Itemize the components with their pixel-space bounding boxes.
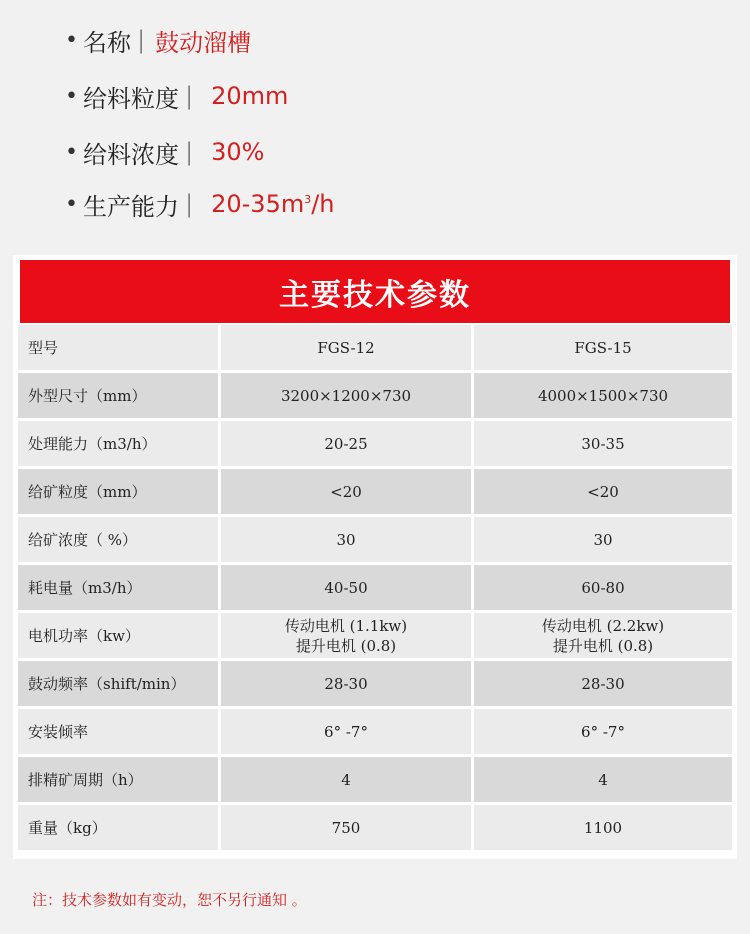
cell-fgs12: 750 <box>221 805 471 850</box>
row-label: 型号 <box>18 325 218 370</box>
spec-label: 生产能力 <box>83 192 179 221</box>
separator: | <box>137 26 146 54</box>
spec-item-feed-density <box>65 132 264 172</box>
tech-params-table <box>13 255 737 859</box>
motor-lift: 提升电机 (0.8) <box>552 636 654 655</box>
spec-label: 名称 <box>83 28 131 57</box>
cell-fgs15: FGS-15 <box>474 325 732 370</box>
motor-lift: 提升电机 (0.8) <box>295 636 397 655</box>
table-row <box>18 805 732 850</box>
motor-drive: 传动电机 (1.1kw) <box>284 616 408 635</box>
motor-drive: 传动电机 (2.2kw) <box>541 616 665 635</box>
cell-fgs12: 4 <box>221 757 471 802</box>
cell-fgs12: FGS-12 <box>221 325 471 370</box>
table-row <box>18 325 732 370</box>
row-label: 处理能力（m3/h） <box>18 421 218 466</box>
row-label: 电机功率（kw） <box>18 613 218 658</box>
table-row <box>18 469 732 514</box>
row-label: 外型尺寸（mm） <box>18 373 218 418</box>
spec-label: 给料粒度 <box>83 84 179 113</box>
spec-value: 鼓动溜槽 <box>155 28 252 57</box>
cell-fgs15: 1100 <box>474 805 732 850</box>
cell-fgs12: 20-25 <box>221 421 471 466</box>
cell-fgs12: 6° -7° <box>221 709 471 754</box>
cell-fgs15: 4 <box>474 757 732 802</box>
row-label: 鼓动频率（shift/min） <box>18 661 218 706</box>
cell-fgs15: 30-35 <box>474 421 732 466</box>
table-row <box>18 517 732 562</box>
row-label: 排精矿周期（h） <box>18 757 218 802</box>
cell-fgs15: 28-30 <box>474 661 732 706</box>
footnote: 注：技术参数如有变动，恕不另行通知 。 <box>32 891 307 909</box>
separator: | <box>185 82 194 110</box>
table-row <box>18 709 732 754</box>
cell-fgs15: <20 <box>474 469 732 514</box>
table-row <box>18 565 732 610</box>
spec-value: 30% <box>211 138 265 166</box>
table-title: 主要技术参数 <box>20 260 730 323</box>
cell-fgs12: 28-30 <box>221 661 471 706</box>
cell-fgs12: <20 <box>221 469 471 514</box>
separator: | <box>185 190 194 218</box>
cell-fgs15: 4000×1500×730 <box>474 373 732 418</box>
bullet-icon: • <box>65 191 78 217</box>
table-row <box>18 373 732 418</box>
spec-item-feed-size <box>65 76 288 116</box>
cell-fgs15: 30 <box>474 517 732 562</box>
cell-fgs15: 60-80 <box>474 565 732 610</box>
table-row <box>18 613 732 658</box>
cell-fgs12: 3200×1200×730 <box>221 373 471 418</box>
row-label: 给矿浓度（ %） <box>18 517 218 562</box>
cell-fgs12 <box>221 613 471 658</box>
spec-item-name <box>65 20 251 60</box>
row-label: 安装倾率 <box>18 709 218 754</box>
bullet-icon: • <box>65 83 78 109</box>
bullet-icon: • <box>65 139 78 165</box>
cell-fgs15: 6° -7° <box>474 709 732 754</box>
spec-value: 20mm <box>211 82 289 110</box>
cell-fgs15 <box>474 613 732 658</box>
spec-value: $20-35m^3/h$ <box>211 190 335 218</box>
spec-item-capacity <box>65 184 335 224</box>
table-body <box>18 325 732 853</box>
row-label: 耗电量（m3/h） <box>18 565 218 610</box>
row-label: 给矿粒度（mm） <box>18 469 218 514</box>
table-row <box>18 661 732 706</box>
cell-fgs12: 30 <box>221 517 471 562</box>
table-row <box>18 757 732 802</box>
bullet-icon: • <box>65 27 78 53</box>
spec-label: 给料浓度 <box>83 140 179 169</box>
table-row <box>18 421 732 466</box>
cell-fgs12: 40-50 <box>221 565 471 610</box>
row-label: 重量（kg） <box>18 805 218 850</box>
separator: | <box>185 138 194 166</box>
